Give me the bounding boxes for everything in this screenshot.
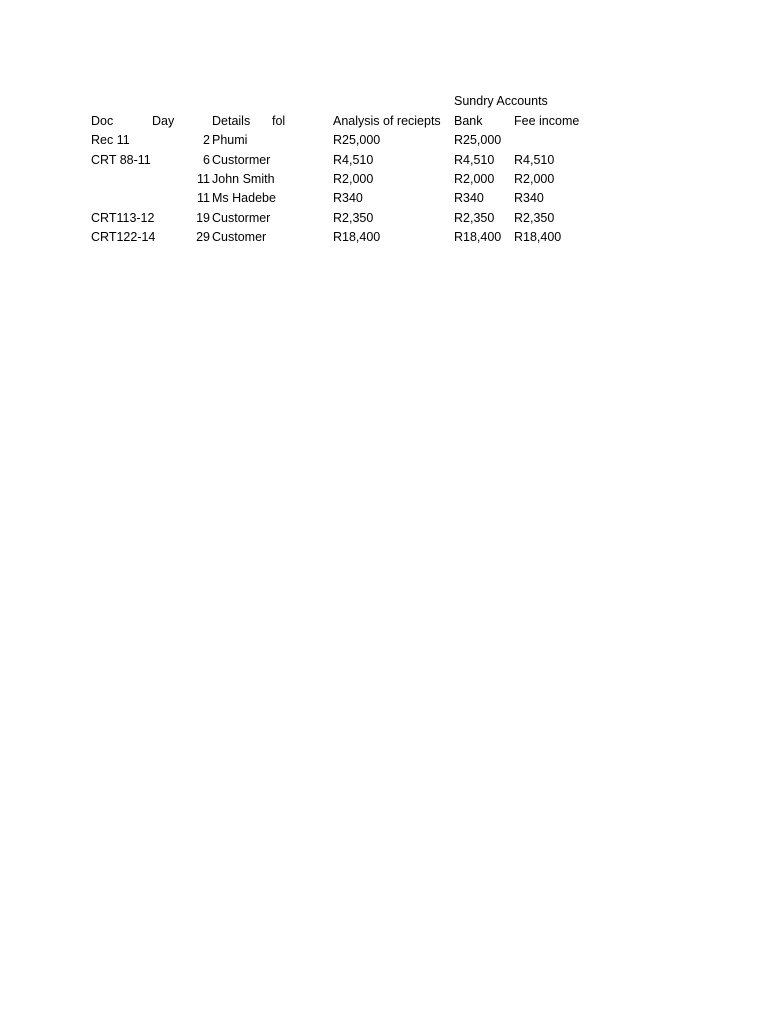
bank-column-header: Bank (454, 114, 483, 128)
fee-income-cell: R4,510 (514, 153, 555, 167)
analysis-cell: R4,510 (333, 153, 374, 167)
analysis-cell: R18,400 (333, 230, 381, 244)
details-column-header: Details (212, 114, 251, 128)
details-cell: Customer (212, 230, 267, 244)
doc-cell: CRT113-12 (91, 211, 155, 225)
day-cell: 19 (196, 211, 210, 225)
bank-cell: R340 (454, 191, 484, 205)
doc-cell: CRT122-14 (91, 230, 156, 244)
day-cell: 6 (203, 153, 210, 167)
day-cell: 11 (197, 191, 210, 205)
analysis-column-header: Analysis of reciepts (333, 114, 441, 128)
bank-cell: R2,000 (454, 172, 495, 186)
details-cell: Custormer (212, 153, 271, 167)
day-cell: 11 (197, 172, 210, 186)
analysis-cell: R340 (333, 191, 363, 205)
fee-income-cell: R2,000 (514, 172, 555, 186)
bank-cell: R18,400 (454, 230, 502, 244)
doc-column-header: Doc (91, 114, 114, 128)
fee-income-cell: R18,400 (514, 230, 562, 244)
sundry-accounts-heading: Sundry Accounts (454, 94, 548, 108)
fee-income-column-header: Fee income (514, 114, 580, 128)
analysis-cell: R25,000 (333, 133, 381, 147)
doc-cell: Rec 11 (91, 133, 130, 147)
bank-cell: R4,510 (454, 153, 495, 167)
analysis-cell: R2,350 (333, 211, 374, 225)
details-cell: Ms Hadebe (212, 191, 276, 205)
details-cell: John Smith (212, 172, 275, 186)
bank-cell: R25,000 (454, 133, 502, 147)
fee-income-cell: R340 (514, 191, 544, 205)
details-cell: Custormer (212, 211, 271, 225)
day-cell: 2 (203, 133, 210, 147)
fee-income-cell: R2,350 (514, 211, 555, 225)
day-column-header: Day (152, 114, 175, 128)
bank-cell: R2,350 (454, 211, 495, 225)
day-cell: 29 (196, 230, 210, 244)
analysis-cell: R2,000 (333, 172, 374, 186)
doc-cell: CRT 88-11 (91, 153, 151, 167)
details-cell: Phumi (212, 133, 248, 147)
fol-column-header: fol (272, 114, 286, 128)
